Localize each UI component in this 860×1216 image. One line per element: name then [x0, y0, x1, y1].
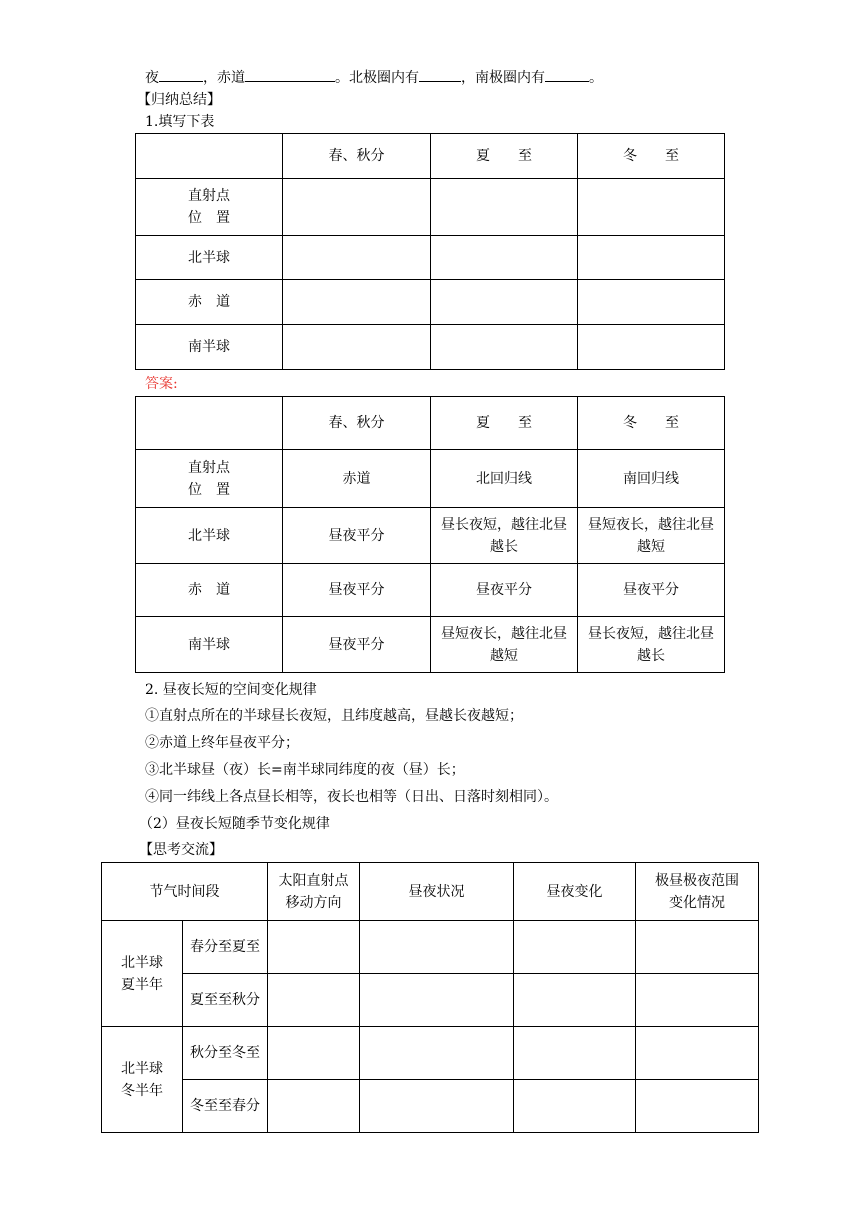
header-cell: [136, 134, 283, 179]
header-cell: 太阳直射点 移动方向: [268, 863, 360, 921]
row-label: 直射点 位 置: [136, 179, 283, 236]
answer-cell: 赤道: [283, 450, 431, 508]
answer-blank[interactable]: [159, 66, 203, 82]
blank-cell[interactable]: [360, 1027, 514, 1080]
rule-item: ①直射点所在的半球昼长夜短，且纬度越高，昼越长夜越短；: [145, 708, 523, 724]
blank-cell[interactable]: [578, 325, 725, 370]
blank-cell[interactable]: [283, 325, 431, 370]
group-label: 北半球 冬半年: [102, 1027, 183, 1133]
blank-cell[interactable]: [283, 280, 431, 325]
header-cell: 春、秋分: [283, 134, 431, 179]
blank-cell[interactable]: [431, 236, 578, 280]
period-label: 冬至至春分: [183, 1080, 268, 1133]
blank-cell[interactable]: [268, 921, 360, 974]
rule-item: ②赤道上终年昼夜平分；: [145, 735, 299, 751]
blank-cell[interactable]: [636, 921, 759, 974]
header-cell: 夏 至: [431, 134, 578, 179]
blank-cell[interactable]: [268, 1080, 360, 1133]
header-cell: 昼夜变化: [514, 863, 636, 921]
blank-cell[interactable]: [514, 1080, 636, 1133]
table-row: [136, 564, 725, 617]
header-cell: 昼夜状况: [360, 863, 514, 921]
text-part: ，南极圈内有: [461, 70, 545, 86]
table-row: [136, 280, 725, 325]
blank-cell[interactable]: [636, 1080, 759, 1133]
header-cell: 冬 至: [578, 134, 725, 179]
header-row: [102, 863, 759, 921]
table-row: [136, 450, 725, 508]
table-row: [102, 1080, 759, 1133]
table-row: [136, 325, 725, 370]
header-cell: 极昼极夜范围 变化情况: [636, 863, 759, 921]
answer-label: 答案:: [145, 376, 178, 392]
season-table: [101, 862, 759, 1133]
header-cell: 冬 至: [578, 397, 725, 450]
answer-table: [135, 396, 725, 673]
row-label: 北半球: [136, 508, 283, 564]
rule-item: ③北半球昼（夜）长=南半球同纬度的夜（昼）长；: [145, 762, 465, 778]
header-row: [136, 397, 725, 450]
blank-cell[interactable]: [514, 1027, 636, 1080]
answer-cell: 昼长夜短，越往北昼越长: [431, 508, 578, 564]
answer-cell: 昼长夜短，越往北昼越长: [578, 617, 725, 673]
group-label: 北半球 夏半年: [102, 921, 183, 1027]
text-part: ，赤道: [203, 70, 245, 86]
sub-section-title: （2）昼夜长短随季节变化规律: [139, 816, 330, 832]
answer-cell: 昼夜平分: [578, 564, 725, 617]
blank-cell[interactable]: [578, 280, 725, 325]
answer-cell: 昼夜平分: [283, 564, 431, 617]
summary-heading: 【归纳总结】: [137, 92, 221, 108]
think-heading: 【思考交流】: [139, 842, 223, 858]
header-cell: [136, 397, 283, 450]
blank-cell[interactable]: [283, 179, 431, 236]
row-label: 北半球: [136, 236, 283, 280]
period-label: 夏至至秋分: [183, 974, 268, 1027]
answer-cell: 北回归线: [431, 450, 578, 508]
blank-cell[interactable]: [514, 921, 636, 974]
row-label: 直射点 位 置: [136, 450, 283, 508]
answer-cell: 昼夜平分: [283, 617, 431, 673]
table-row: [136, 179, 725, 236]
item1-title: 1.填写下表: [145, 114, 215, 130]
blank-cell[interactable]: [431, 280, 578, 325]
table-row: [102, 974, 759, 1027]
answer-cell: 昼短夜长，越往北昼越短: [431, 617, 578, 673]
table-row: [102, 921, 759, 974]
blank-cell[interactable]: [431, 325, 578, 370]
blank-cell[interactable]: [360, 974, 514, 1027]
answer-cell: 昼短夜长，越往北昼越短: [578, 508, 725, 564]
answer-cell: 南回归线: [578, 450, 725, 508]
table-row: [136, 508, 725, 564]
item2-title: 2. 昼夜长短的空间变化规律: [145, 682, 317, 698]
answer-cell: 昼夜平分: [431, 564, 578, 617]
row-label: 南半球: [136, 617, 283, 673]
answer-cell: 昼夜平分: [283, 508, 431, 564]
row-label: 南半球: [136, 325, 283, 370]
text-part: 夜: [145, 70, 159, 86]
text-part: 。北极圈内有: [335, 70, 419, 86]
answer-blank[interactable]: [545, 66, 589, 82]
blank-cell[interactable]: [360, 1080, 514, 1133]
blank-cell[interactable]: [578, 236, 725, 280]
rule-item: ④同一纬线上各点昼长相等，夜长也相等（日出、日落时刻相同）。: [145, 789, 558, 805]
header-row: [136, 134, 725, 179]
fill-in-line: [145, 66, 603, 88]
blank-cell[interactable]: [431, 179, 578, 236]
blank-cell[interactable]: [268, 1027, 360, 1080]
table-row: [136, 236, 725, 280]
blank-cell[interactable]: [636, 1027, 759, 1080]
blank-cell[interactable]: [578, 179, 725, 236]
table-row: [102, 1027, 759, 1080]
answer-blank[interactable]: [419, 66, 461, 82]
blank-cell[interactable]: [636, 974, 759, 1027]
row-label: 赤 道: [136, 564, 283, 617]
header-cell: 春、秋分: [283, 397, 431, 450]
table-row: [136, 617, 725, 673]
blank-cell[interactable]: [268, 974, 360, 1027]
row-label: 赤 道: [136, 280, 283, 325]
blank-cell[interactable]: [283, 236, 431, 280]
blank-cell[interactable]: [360, 921, 514, 974]
header-cell: 节气时间段: [102, 863, 268, 921]
period-label: 春分至夏至: [183, 921, 268, 974]
period-label: 秋分至冬至: [183, 1027, 268, 1080]
header-cell: 夏 至: [431, 397, 578, 450]
fill-table: [135, 133, 725, 370]
text-part: 。: [589, 70, 603, 86]
answer-blank[interactable]: [245, 66, 335, 82]
blank-cell[interactable]: [514, 974, 636, 1027]
